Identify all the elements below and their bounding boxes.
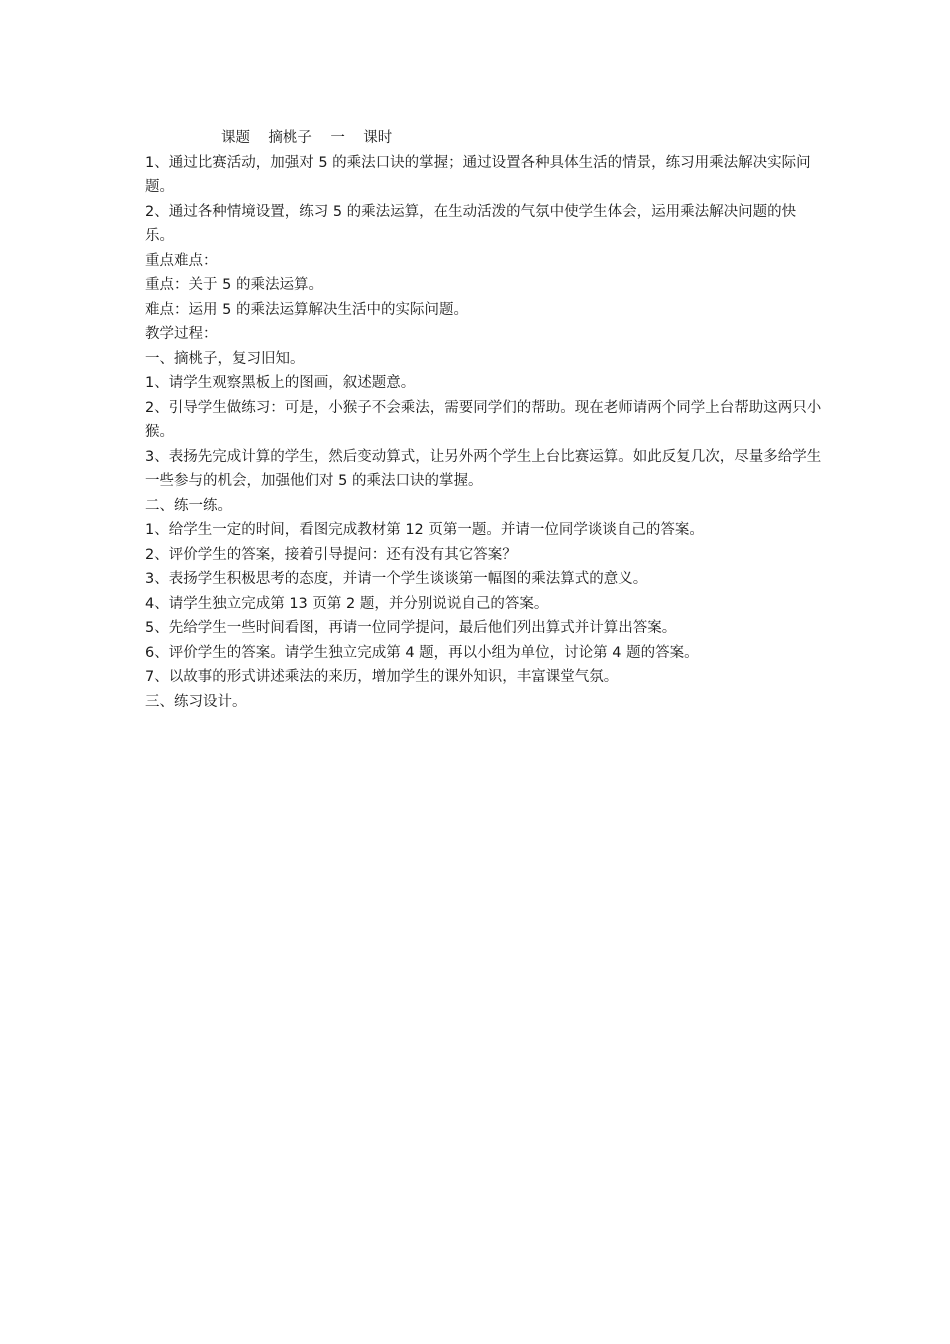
section-2-step-3: 3、表扬学生积极思考的态度，并请一个学生谈谈第一幅图的乘法算式的意义。 [145, 571, 648, 587]
section-3-heading: 三、练习设计。 [145, 693, 247, 710]
section-2-step-7: 7、以故事的形式讲述乘法的来历，增加学生的课外知识，丰富课堂气氛。 [145, 669, 619, 685]
section-2-step-6: 6、评价学生的答案。请学生独立完成第 4 题，再以小组为单位，讨论第 4 题的答案。 [145, 644, 699, 661]
objective-2: 2、通过各种情境设置，练习 5 的乘法运算，在生动活泼的气氛中使学生体会，运用乘法解决问题的快乐。 [145, 203, 797, 244]
objective-1: 1、通过比赛活动，加强对 5 的乘法口诀的掌握；通过设置各种具体生活的情景，练习用乘法解决实际问题。 [145, 154, 811, 195]
difficult-point: 难点：运用 5 的乘法运算解决生活中的实际问题。 [145, 301, 468, 318]
section-1-step-2: 2、引导学生做练习：可是，小猴子不会乘法，需要同学们的帮助。现在老师请两个同学上台帮助这两只小猴。 [145, 399, 822, 440]
document-body [145, 126, 825, 714]
section-1-heading: 一、摘桃子，复习旧知。 [145, 350, 305, 367]
process-heading: 教学过程： [145, 326, 218, 342]
section-2-step-4: 4、请学生独立完成第 13 页第 2 题，并分别说说自己的答案。 [145, 595, 549, 612]
section-2-heading: 二、练一练。 [145, 497, 232, 514]
section-2-step-1: 1、给学生一定的时间，看图完成教材第 12 页第一题。并请一位同学谈谈自己的答案。 [145, 522, 704, 538]
section-2-step-5: 5、先给学生一些时间看图，再请一位同学提问，最后他们列出算式并计算出答案。 [145, 620, 677, 636]
section-1-step-1: 1、请学生观察黑板上的图画，叙述题意。 [145, 375, 416, 391]
key-points-heading: 重点难点： [145, 252, 218, 269]
section-1-step-3: 3、表扬先完成计算的学生，然后变动算式，让另外两个学生上台比赛运算。如此反复几次，尽量多给学生一些参与的机会，加强他们对 5 的乘法口诀的掌握。 [145, 448, 822, 489]
section-2-step-2: 2、评价学生的答案，接着引导提问：还有没有其它答案？ [145, 546, 517, 563]
lesson-title: 课题 摘桃子 一 课时 [221, 130, 393, 146]
key-point: 重点：关于 5 的乘法运算。 [145, 277, 323, 293]
